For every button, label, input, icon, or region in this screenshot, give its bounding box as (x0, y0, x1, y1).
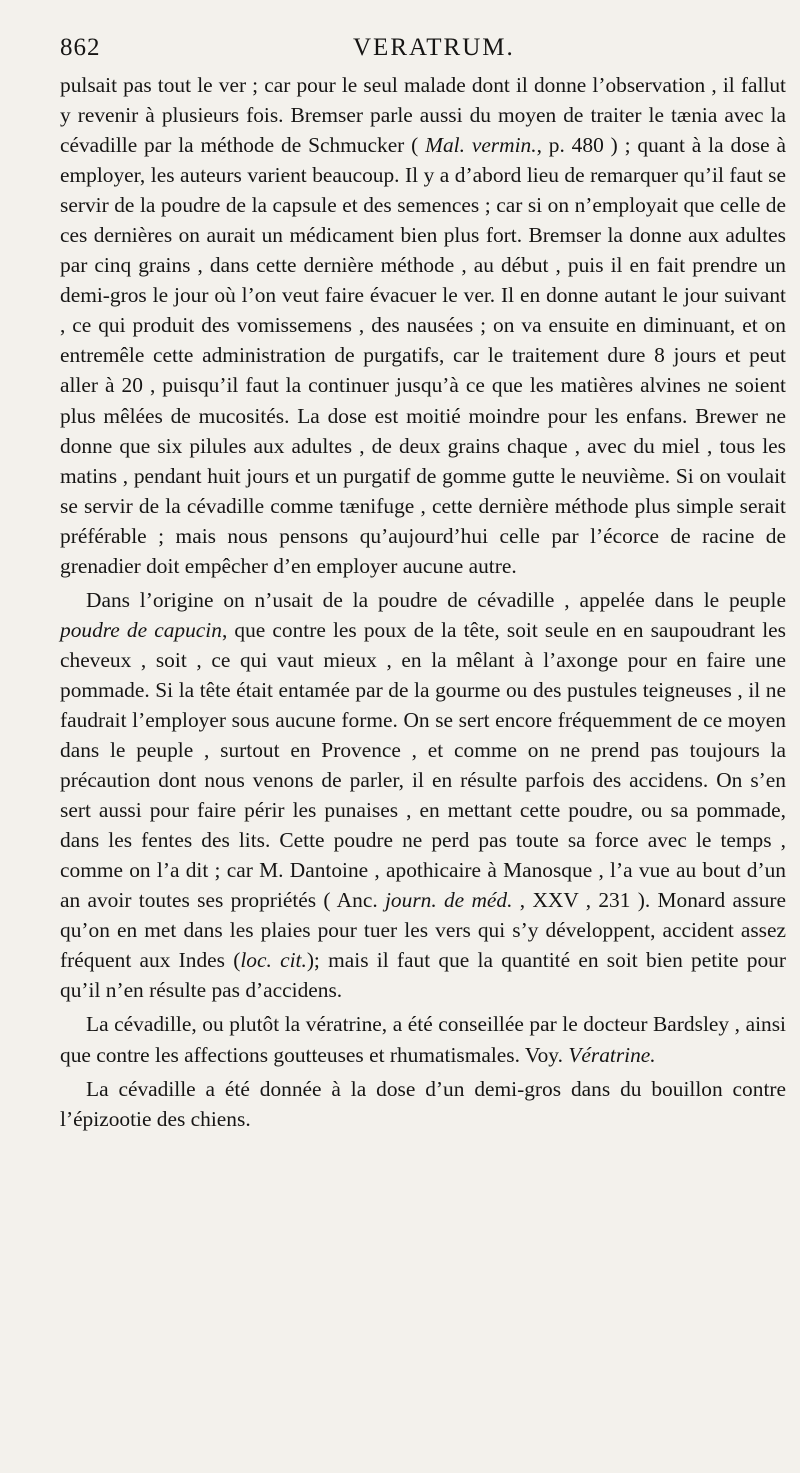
paragraph-3 (60, 1009, 786, 1069)
running-head (60, 30, 774, 70)
italic-citation: loc. cit. (240, 948, 307, 973)
paragraph-4 (60, 1074, 786, 1134)
text-segment: La cévadille, ou plutôt la vératrine, a été conseillée par le docteur Bardsley , ainsi que contre les affections goutteuses et rhumatismales. Voy. (60, 1012, 786, 1067)
page-number: 862 (60, 34, 101, 61)
text-segment: Dans l’origine on n’usait de la poudre de cévadille , appelée dans le peuple (86, 587, 786, 612)
text-segment: pulsait pas tout le ver ; car pour le seul malade dont il donne l’observation , il fallut y revenir à plusieurs fois. Bremser parle aussi du moyen de traiter le tænia avec la cévadille par la méthode de Schmucker ( (60, 73, 786, 158)
italic-term: poudre de capucin (60, 617, 222, 642)
paragraph-2 (60, 585, 786, 1006)
italic-citation: journ. de méd. (384, 888, 513, 913)
italic-citation: Mal. vermin. (425, 133, 537, 158)
text-segment: , XXV , 231 ). Monard assure qu’on en met dans les plaies pour tuer les vers qui s’y développent, accident assez fréquent aux Indes ( (60, 888, 787, 973)
running-title: VERATRUM. (353, 34, 515, 61)
italic-cross-reference: Vératrine. (568, 1042, 656, 1067)
text-segment: ); mais il faut que la quantité en soit bien petite pour qu’il n’en résulte pas d’accidens. (60, 948, 786, 1003)
text-segment: La cévadille a été donnée à la dose d’un demi-gros dans du bouillon contre l’épizootie des chiens. (60, 1076, 786, 1131)
paragraph-1 (60, 70, 786, 581)
text-segment: , que contre les poux de la tête, soit seule en en saupoudrant les cheveux , soit , ce qui vaut mieux , en la mêlant à l’axonge pour en faire une pommade. Si la tête était entamée par de la gourme ou des pustules teigneuses , il ne faudrait l’employer sous aucune forme. On se sert encore fréquemment de ce moyen dans le peuple , surtout en Provence , et comme on ne prend pas toujours la précaution dont nous venons de parler, il en résulte parfois des accidens. On s’en sert aussi pour faire périr les punaises , en mettant cette poudre, ou sa pommade, dans les fentes des lits. Cette poudre ne perd pas toute sa force avec le temps , comme on l’a dit ; car M. Dantoine , apothicaire à Manosque , l’a vue au bout d’un an avoir toutes ses propriétés ( Anc. (60, 617, 787, 913)
body-text (60, 70, 786, 1134)
text-segment: , p. 480 ) ; quant à la dose à employer, les auteurs varient beaucoup. Il y a d’abord lieu de remarquer qu’il faut se servir de la poudre de la capsule et des semences ; car si on n’employait que celle de ces dernières on aurait un médicament bien plus fort. Bremser la donne aux adultes par cinq grains , dans cette dernière méthode , au début , puis il en fait prendre un demi-gros le jour où l’on veut faire évacuer le ver. Il en donne autant le jour suivant , ce qui produit des vomissemens , des nausées ; on va ensuite en diminuant, et on entremêle cette administration de purgatifs, car le traitement dure 8 jours et peut aller à 20 , puisqu’il faut la continuer jusqu’à ce que les matières alvines ne soient plus mêlées de mucosités. La dose est moitié moindre pour les enfans. Brewer ne donne que six pilules aux adultes , de deux grains chaque , avec du miel , tous les matins , pendant huit jours et un purgatif de gomme gutte le neuvième. Si on voulait se servir de la cévadille comme tænifuge , cette dernière méthode plus simple serait préférable ; mais nous pensons qu’aujourd’hui celle par l’écorce de racine de grenadier doit empêcher d’en employer aucune autre. (60, 133, 786, 578)
